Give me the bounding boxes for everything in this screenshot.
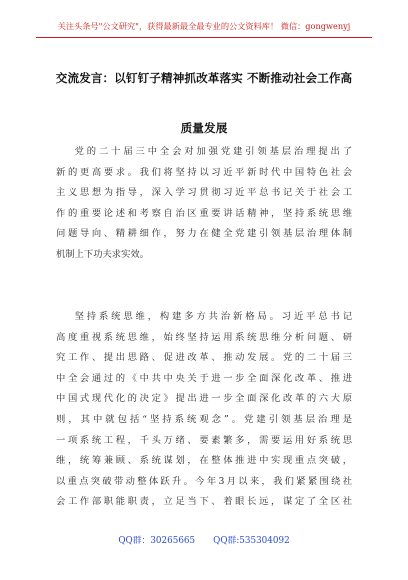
paragraph-line: 中全会通过的《中共中央关于进一步全面深化改革、推进 <box>56 372 352 384</box>
paragraph-line: 中国式现代化的决定》提出进一步全面深化改革的六大原 <box>56 393 352 405</box>
paragraph-line: 以重点突破带动整体跃升。今年3月以来，我们紧紧围绕社 <box>56 475 352 487</box>
paragraph-line: 究工作、提出思路、促进改革、推动发展。党的二十届三 <box>56 352 352 364</box>
paragraph-line: 新的更高要求。我们将坚持以习近平新时代中国特色社会 <box>56 166 352 178</box>
footer-qq-group-2: QQ群:535304092 <box>213 536 290 546</box>
paragraph-line: 坚持系统思维，构建多方共治新格局。习近平总书记 <box>74 311 352 322</box>
paragraph-line: 问题导向、精耕细作，努力在健全党建引领基层治理体制 <box>56 228 352 240</box>
document-title-line-1: 交流发言：以钉钉子精神抓改革落实 不断推动社会工作高 <box>55 71 353 85</box>
paragraph-line: 主义思想为指导，深入学习贯彻习近平总书记关于社会工 <box>56 187 352 199</box>
header-divider <box>36 37 372 38</box>
document-title-line-2: 质量发展 <box>180 121 228 135</box>
paragraph-line: 会工作部职能职责，立足当下、着眼长远，谋定了全区社 <box>56 496 352 508</box>
paragraph-2 <box>56 307 352 513</box>
footer-contact <box>40 533 368 546</box>
header-note: 关注头条号"公文研究"，获得最新最全最专业的公文资料库！ 微信：gongwenyj <box>57 21 351 31</box>
footer-qq-group-1: QQ群：30265665 <box>118 536 196 546</box>
paragraph-line: 作的重要论述和考察自治区重要讲话精神，坚持系统思维 <box>56 207 352 219</box>
paragraph-line: 党的二十届三中全会对加强党建引领基层治理提出了 <box>74 146 352 157</box>
paragraph-line: 维，统筹兼顾、系统谋划，在整体推进中实现重点突破， <box>56 455 352 467</box>
paragraph-line: 机制上下功夫求实效。 <box>56 248 149 260</box>
paragraph-line: 一项系统工程，千头万绪、要素繁多，需要运用好系统思 <box>56 434 352 446</box>
paragraph-1 <box>56 142 352 266</box>
paragraph-line: 则，其中就包括“坚持系统观念”。党建引领基层治理是 <box>56 413 352 425</box>
paragraph-line: 高度重视系统思维，始终坚持运用系统思维分析问题、研 <box>56 331 352 343</box>
